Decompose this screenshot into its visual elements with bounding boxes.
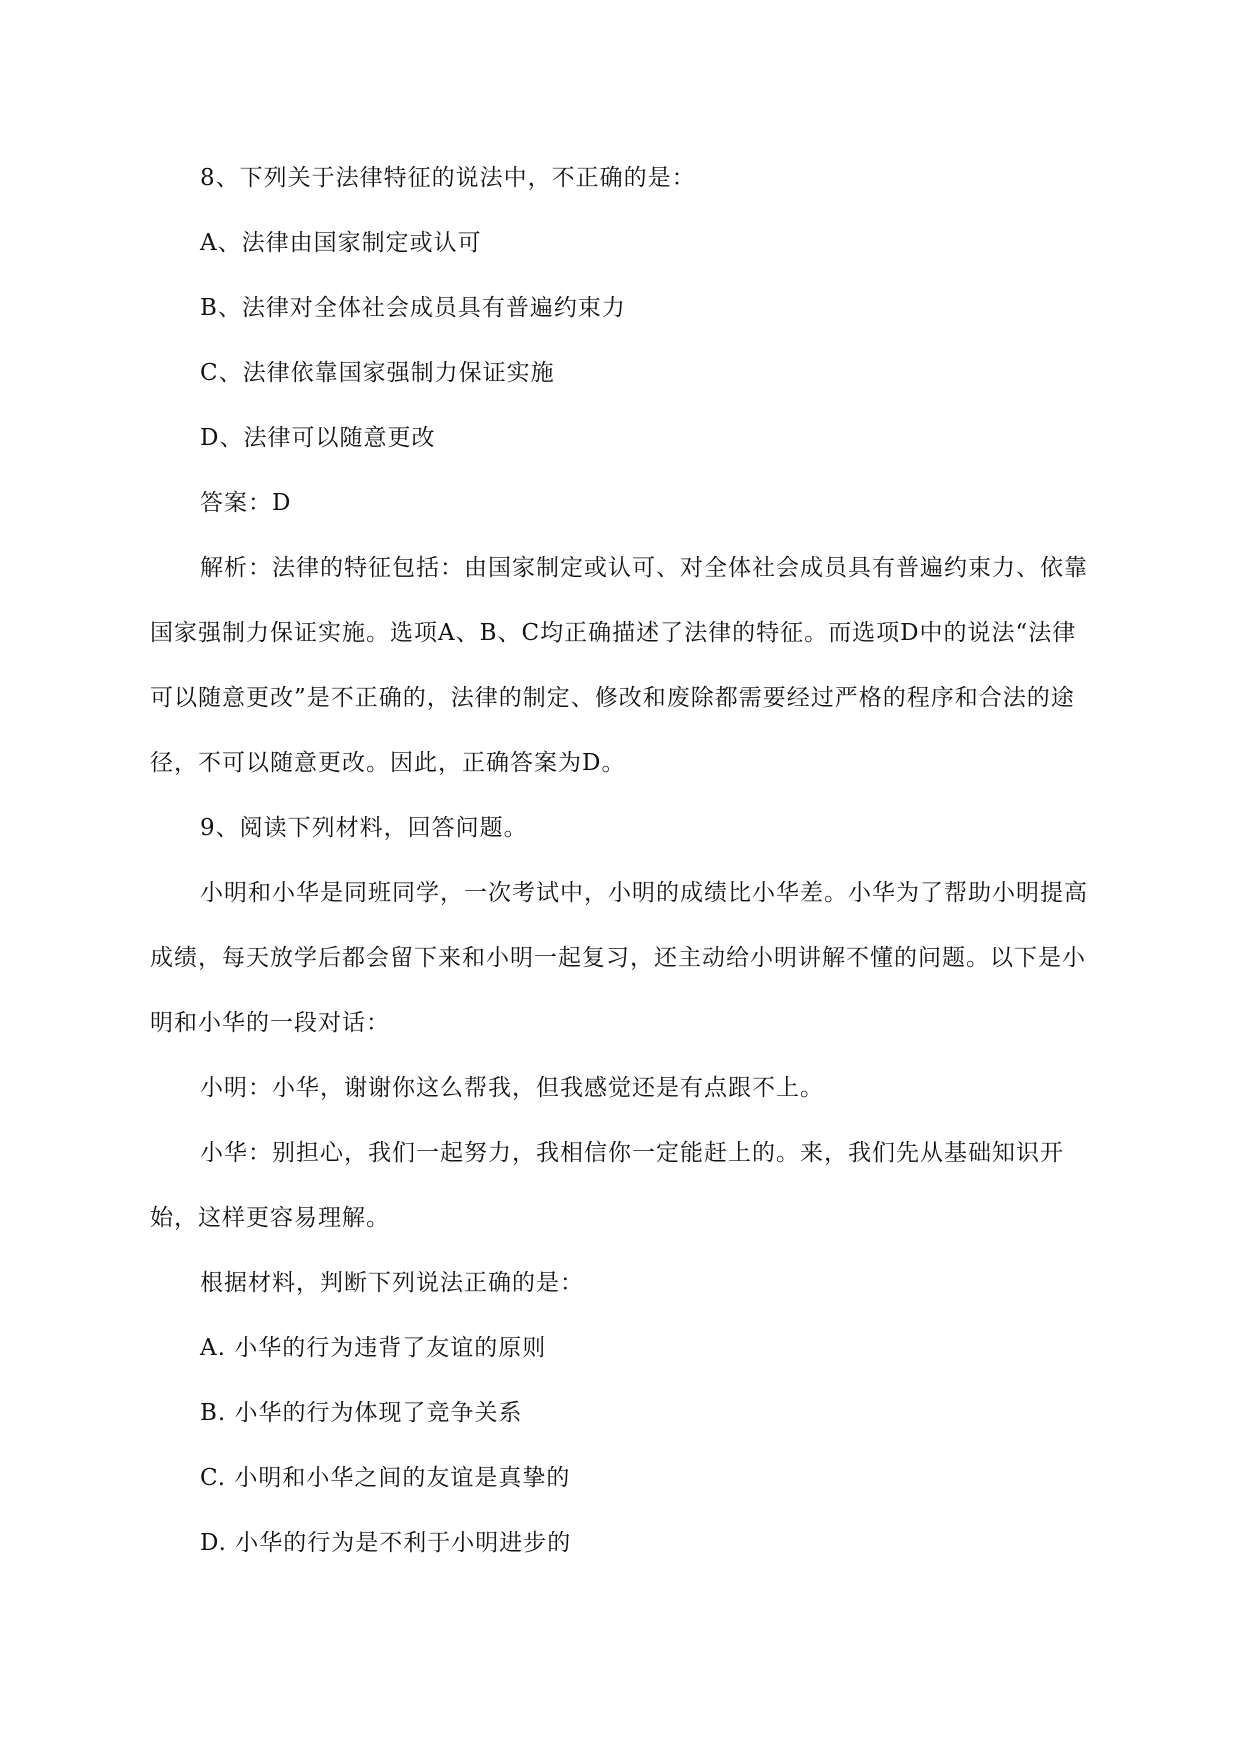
q9-option-c: C. 小明和小华之间的友谊是真挚的 bbox=[200, 1465, 571, 1491]
q9-option-a: A. 小华的行为违背了友谊的原则 bbox=[200, 1335, 547, 1361]
question-9: 9、阅读下列材料，回答问题。 bbox=[200, 815, 528, 841]
q8-analysis: 解析：法律的特征包括：由国家制定或认可、对全体社会成员具有普遍约束力、依靠国家强制力保证实施。选项A、B、C均正确描述了法律的特征。而选项D中的说法“法律可以随意更改”是不正确的，法律的制定、修改和废除都需要经过严格的程序和合法的途径，不可以随意更改。因此，正确答案为D。 bbox=[150, 555, 1088, 776]
q8-option-b: B、法律对全体社会成员具有普遍约束力 bbox=[200, 295, 626, 321]
q9-option-d: D. 小华的行为是不利于小明进步的 bbox=[200, 1530, 572, 1556]
q8-option-c: C、法律依靠国家强制力保证实施 bbox=[200, 360, 555, 386]
document-content bbox=[150, 146, 1100, 1576]
q9-prompt: 根据材料，判断下列说法正确的是： bbox=[200, 1270, 584, 1296]
q9-dialogue-xiaoming: 小明：小华，谢谢你这么帮我，但我感觉还是有点跟不上。 bbox=[200, 1075, 824, 1101]
q8-answer: 答案：D bbox=[200, 490, 292, 516]
q8-option-d: D、法律可以随意更改 bbox=[200, 425, 436, 451]
q8-option-a: A、法律由国家制定或认可 bbox=[200, 230, 482, 256]
q9-option-b: B. 小华的行为体现了竞争关系 bbox=[200, 1400, 523, 1426]
q9-material: 小明和小华是同班同学，一次考试中，小明的成绩比小华差。小华为了帮助小明提高成绩，每天放学后都会留下来和小明一起复习，还主动给小明讲解不懂的问题。以下是小明和小华的一段对话： bbox=[150, 880, 1088, 1036]
question-8: 8、下列关于法律特征的说法中，不正确的是： bbox=[200, 165, 696, 191]
q9-dialogue-xiaohua: 小华：别担心，我们一起努力，我相信你一定能赶上的。来，我们先从基础知识开始，这样更容易理解。 bbox=[150, 1140, 1064, 1231]
